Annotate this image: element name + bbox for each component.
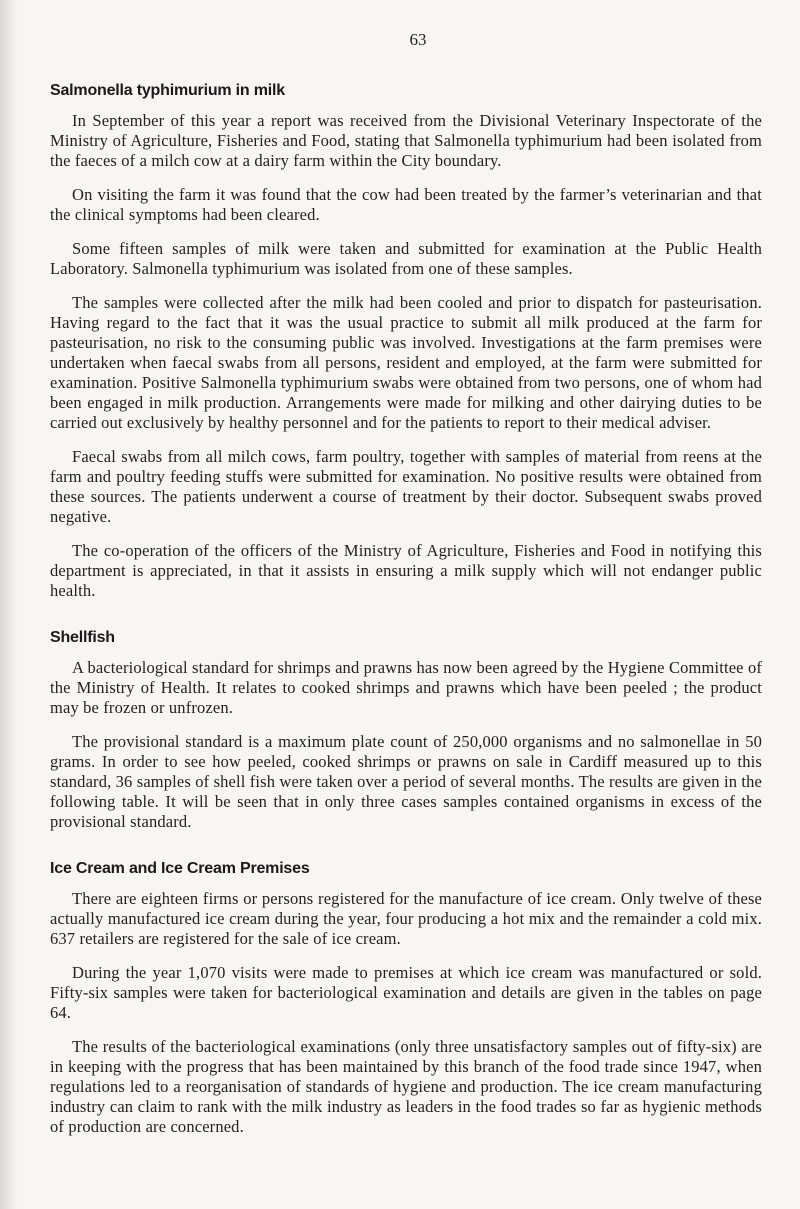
paragraph: The results of the bacteriological examinations (only three unsatisfactory samples out of fifty-six) are in keeping with the progress that has been maintained by this branch of the food trade since 1947, when regulations led to a reorganisation of standards of hygiene and production. The ice cream manufacturing industry can claim to rank with the milk industry as leaders in the food trades so far as hygienic methods of production are concerned.	[50, 1037, 762, 1136]
section-spacer	[50, 846, 762, 860]
section-shellfish	[50, 629, 762, 832]
paragraph: Faecal swabs from all milch cows, farm poultry, together with samples of material from reens at the farm and poultry feeding stuffs were submitted for examination. No positive results were obtained from these sources. The patients underwent a course of treatment by their doctor. Subsequent swabs proved negative.	[50, 447, 762, 526]
section-spacer	[50, 615, 762, 629]
section-salmonella	[50, 82, 762, 601]
paragraph: On visiting the farm it was found that the cow had been treated by the farmer’s veterinarian and that the clinical symptoms had been cleared.	[50, 185, 762, 224]
paragraph: Some fifteen samples of milk were taken and submitted for examination at the Public Health Laboratory. Salmonella typhimurium was isolated from one of these samples.	[50, 239, 762, 278]
paragraph: The provisional standard is a maximum plate count of 250,000 organisms and no salmonellae in 50 grams. In order to see how peeled, cooked shrimps or prawns on sale in Cardiff measured up to this standard, 36 samples of shell fish were taken over a period of several months. The results are given in the following table. It will be seen that in only three cases samples contained organisms in excess of the provisional standard.	[50, 732, 762, 831]
section-heading: Ice Cream and Ice Cream Premises	[50, 860, 310, 877]
paragraph: In September of this year a report was received from the Divisional Veterinary Inspectorate of the Ministry of Agriculture, Fisheries and Food, stating that Salmonella typhimurium had been isolated from the faeces of a milch cow at a dairy farm within the City boundary.	[50, 111, 762, 170]
paragraph: There are eighteen firms or persons registered for the manufacture of ice cream. Only twelve of these actually manufactured ice cream during the year, four producing a hot mix and the remainder a cold mix. 637 retailers are registered for the sale of ice cream.	[50, 889, 762, 948]
paragraph: A bacteriological standard for shrimps and prawns has now been agreed by the Hygiene Committee of the Ministry of Health. It relates to cooked shrimps and prawns which have been peeled ; the product may be frozen or unfrozen.	[50, 658, 762, 717]
section-ice-cream	[50, 860, 762, 1137]
paragraph: The samples were collected after the milk had been cooled and prior to dispatch for pasteurisation. Having regard to the fact that it was the usual practice to submit all milk produced at the farm for pasteurisation, no risk to the consuming public was involved. Investigations at the farm premises were undertaken when faecal swabs from all persons, resident and employed, at the farm were submitted for examination. Positive Salmonella typhimurium swabs were obtained from two persons, one of whom had been engaged in milk production. Arrangements were made for milking and other dairying duties to be carried out exclusively by healthy personnel and for the patients to report to their medical adviser.	[50, 293, 762, 432]
paragraph: During the year 1,070 visits were made to premises at which ice cream was manufactured or sold. Fifty-six samples were taken for bacteriological examination and details are given in the tables on page 64.	[50, 963, 762, 1022]
section-heading: Shellfish	[50, 629, 115, 646]
section-heading: Salmonella typhimurium in milk	[50, 82, 285, 99]
paragraph: The co-operation of the officers of the Ministry of Agriculture, Fisheries and Food in notifying this department is appreciated, in that it assists in ensuring a milk supply which will not endanger public health.	[50, 541, 762, 600]
page-number: 63	[409, 30, 427, 49]
